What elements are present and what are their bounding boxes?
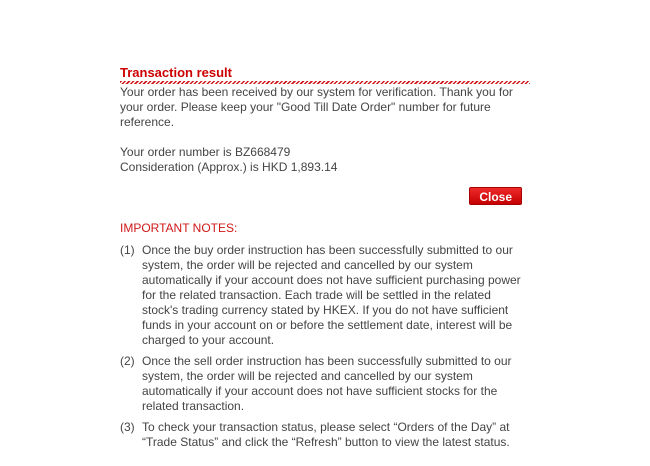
list-item [120, 243, 530, 348]
note-text: To check your transaction status, please select “Orders of the Day” at “Trade Status” and click the “Refresh” button to view the latest status. [142, 420, 510, 449]
confirmation-message: Your order has been received by our system for verification. Thank you for your order. Please keep your "Good Till Date Order" number for future reference. [120, 85, 513, 129]
important-notes-heading: IMPORTANT NOTES: [120, 221, 238, 235]
order-number-text: Your order number is BZ668479 [120, 145, 291, 159]
button-row [120, 187, 530, 207]
note-number: (2) [120, 354, 135, 368]
order-info [120, 145, 530, 175]
close-button[interactable]: Close [469, 187, 522, 205]
list-item [120, 354, 530, 414]
note-number: (3) [120, 420, 135, 434]
page-title: Transaction result [120, 65, 232, 80]
list-item [120, 420, 530, 450]
transaction-result-panel [120, 64, 530, 466]
consideration-text: Consideration (Approx.) is HKD 1,893.14 [120, 160, 338, 174]
note-text: Once the buy order instruction has been successfully submitted to our system, the order will be rejected and cancelled by our system automatically if your account does not have sufficient purchasing power for the related transaction. Each trade will be settled in the related stock's trading currency stated by HKEX. If you do not have sufficient funds in your account on or before the settlement date, interest will be charged to your account. [142, 243, 521, 347]
note-text: Once the sell order instruction has been successfully submitted to our system, the order will be rejected and cancelled by our system automatically if your account does not have sufficient stocks for the related transaction. [142, 354, 512, 413]
important-notes-list [120, 243, 530, 450]
note-number: (1) [120, 243, 135, 257]
title-divider [120, 81, 530, 84]
